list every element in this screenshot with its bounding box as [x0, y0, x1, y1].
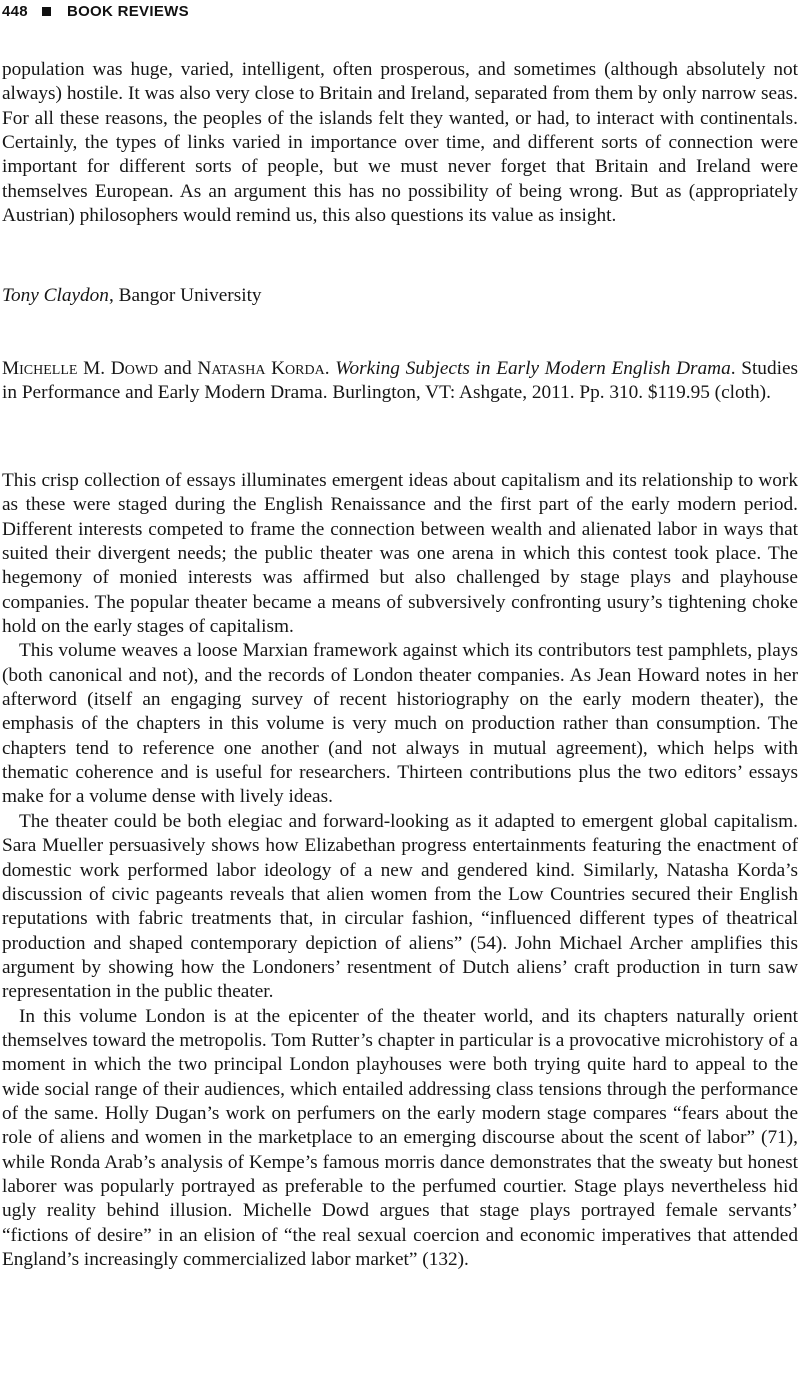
citation-details: . Studies in Performance and Early Modern Drama. Burlington, VT: Ashgate, 2011. Pp. 310. $119.95 (cloth). — [2, 358, 799, 404]
running-header — [2, 0, 189, 22]
citation-conjunction: and — [158, 358, 198, 379]
previous-review-closing-paragraph: population was huge, varied, intelligent, often prosperous, and sometimes (although absolutely not always) hostile. It was also very close to Britain and Ireland, separated from them by only narrow seas. For all these reasons, the peoples of the islands felt they wanted, or had, to interact with continentals. Certainly, the types of links varied in importance over time, and different sorts of connection were important for different sorts of people, but we must never forget that Britain and Ireland were themselves European. As an argument this has no possibility of being wrong. But as (appropriately Austrian) philosophers would remind us, this also questions its value as insight. — [2, 59, 798, 227]
page-number: 448 — [2, 2, 28, 20]
review-paragraph-2: This volume weaves a loose Marxian framework against which its contributors test pamphlets, plays (both canonical and not), and the records of London theater companies. As Jean Howard notes in her afterword (itself an engaging survey of recent historiography on the early modern theater), the emphasis of the chapters in this volume is very much on production rather than consumption. The chapters tend to reference one another (and not always in mutual agreement), which helps with thematic coherence and is useful for researchers. Thirteen contributions plus the two editors’ essays make for a volume dense with lively ideas. — [2, 640, 798, 808]
citation-author-1: Michelle M. Dowd — [2, 358, 159, 379]
review-paragraph-3: The theater could be both elegiac and forward-looking as it adapted to emergent global capitalism. Sara Mueller persuasively shows how Elizabethan progress entertainments featuring the enactment of domestic work performed labor ideology of a new and gendered kind. Similarly, Natasha Korda’s discussion of civic pageants reveals that alien women from the Low Countries secured their English reputations with fabric treatments that, in circular fashion, “influenced different types of theatrical production and shaped contemporary depiction of aliens” (54). John Michael Archer amplifies this argument by showing how the Londoners’ resentment of Dutch aliens’ craft production in turn saw representation in the public theater. — [2, 810, 798, 1003]
review-paragraph-1: This crisp collection of essays illuminates emergent ideas about capitalism and its relationship to work as these were staged during the English Renaissance and the first part of the early modern period. Different interests competed to frame the connection between wealth and alienated labor in ways that suited their divergent needs; the public theater was one arena in which this contest took place. The hegemony of monied interests was affirmed but also challenged by stage plays and playhouse companies. The popular theater became a means of subversively confronting usury’s tightening choke hold on the early stages of capitalism. — [2, 470, 798, 638]
citation-author-2: Natasha Korda — [197, 358, 325, 379]
reviewer-name: Tony Claydon — [2, 285, 109, 306]
book-title: Working Subjects in Early Modern English Drama — [335, 358, 731, 379]
book-citation — [2, 357, 798, 406]
reviewer-affiliation: , Bangor University — [108, 285, 262, 306]
section-title: BOOK REVIEWS — [66, 2, 189, 20]
citation-separator: . — [324, 358, 336, 379]
review-body — [2, 469, 798, 1272]
reviewer-signature — [2, 284, 262, 308]
review-paragraph-4: In this volume London is at the epicenter of the theater world, and its chapters naturally orient themselves toward the metropolis. Tom Rutter’s chapter in particular is a provocative microhistory of a moment in which the two principal London playhouses were both trying quite hard to appeal to the wide social range of their audiences, which entailed addressing class tensions through the performance of the same. Holly Dugan’s work on perfumers on the early modern stage compares “fears about the role of aliens and women in the marketplace to an emerging discourse about the scent of labor” (71), while Ronda Arab’s analysis of Kempe’s famous morris dance demonstrates that the sweaty but honest laborer was popularly portrayed as preferable to the perfumed courtier. Stage plays nevertheless hid ugly reality behind illusion. Michelle Dowd argues that stage plays portrayed female servants’ “fictions of desire” in an elision of “the real sexual coercion and economic imperatives that attended England’s increasingly commercialized labor market” (132). — [2, 1005, 798, 1270]
square-bullet-icon — [42, 7, 51, 16]
